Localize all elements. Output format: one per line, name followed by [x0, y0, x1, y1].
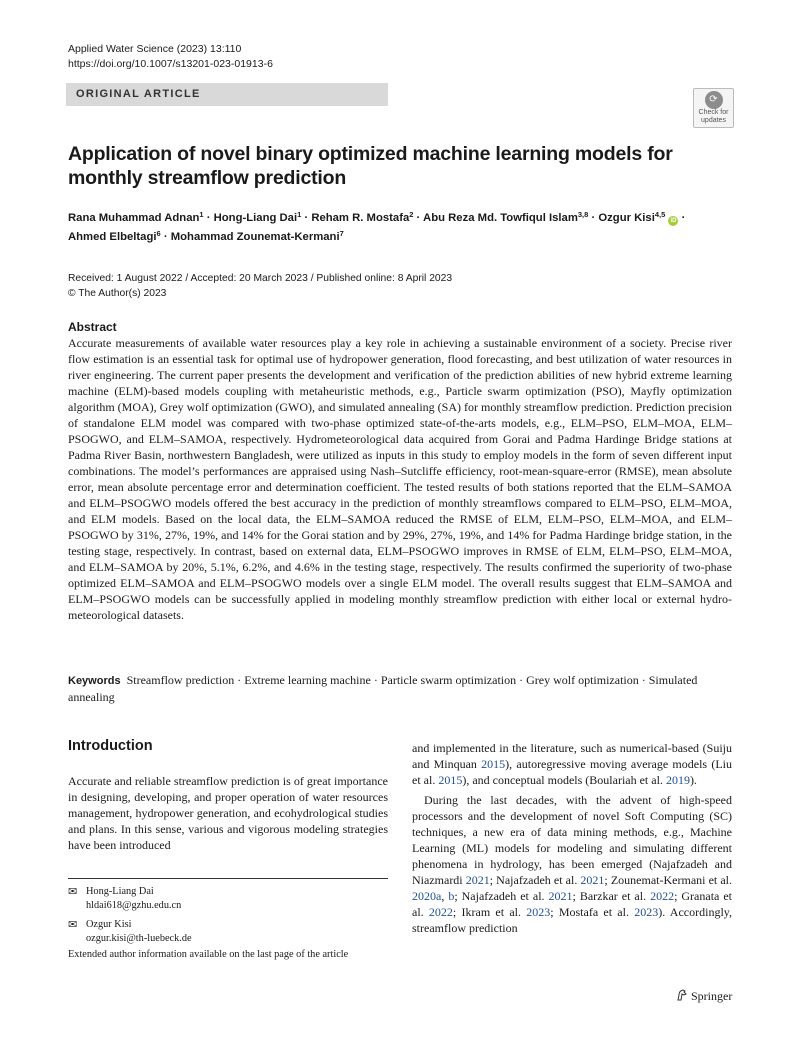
envelope-icon: ✉	[68, 886, 78, 898]
citation-link[interactable]: 2021	[548, 889, 573, 903]
journal-citation: Applied Water Science (2023) 13:110	[68, 43, 242, 55]
introduction-heading: Introduction	[68, 738, 153, 754]
citation-link[interactable]: 2015	[438, 773, 463, 787]
intro-paragraph-left: Accurate and reliable streamflow prediction is of great importance in designing, developing, and proper operation of water resources management, hydropower generation, and ecohydrological studies and plans. In this sense, various and vigorous modeling strategies have been introduced	[68, 774, 388, 852]
author[interactable]: Mohammad Zounemat-Kermani$^7$	[170, 229, 344, 243]
abstract-text: Accurate measurements of available water resources play a key role in achieving a sustainable environment of a society. Precise river flow estimation is an essential task for optimal use of hydropower generation, flood forecasting, and best utilization of water resources in river engineering. The current paper presents the development and verification of the prediction abilities of new hybrid extreme learning machine (ELM)-based models coupling with metaheuristic methods, e.g., Particle swarm optimization (PSO), Mayfly optimization algorithm (MOA), Grey wolf optimization (GWO), and simulated annealing (SA) for monthly streamflow prediction. Prediction precision of standalone ELM model was compared with two-phase optimized state-of-the-arts models, e.g., ELM–PSO, ELM–MOA, ELM–PSOGWO, and ELM–SAMOA, respectively. Hydrometeorological data acquired from Gorai and Padma Hardinge Bridge stations at Padma River Basin, northwestern Bangladesh, were utilized as inputs in this study to employ models in the form of seven different input combinations. The model’s performances are appraised using Nash–Sutcliffe efficiency, root-mean-square-error (RMSE), mean absolute error, mean absolute percentage error and determination coefficient. The tested results of both stations reported that the ELM–SAMOA and ELM–PSOGWO models offered the best accuracy in the prediction of monthly streamflows compared to ELM–PSO, ELM–MOA, and ELM models. Based on the local data, the ELM–SAMOA reduced the RMSE of ELM, ELM–PSO, ELM–MOA, and ELM–PSOGWO by 31%, 27%, 19%, and 14% for the Gorai station and by 29%, 27%, 19%, and 14% for Padma Hardinge bridge station, in the testing stage, respectively. In contrast, based on external data, ELM–PSOGWO improves in RMSE of ELM, ELM–PSO, ELM–MOA, and ELM–SAMOA by 20%, 5.1%, 6.2%, and 4.6% in the testing stage, respectively. The results confirmed the superiority of two-phase optimized ELM–SAMOA and ELM–PSOGWO models over a single ELM model. The overall results suggest that ELM–SAMOA and ELM–PSOGWO models can be successfully applied in modeling monthly streamflow prediction with either local or external hydro-meteorological datasets.	[68, 336, 732, 622]
footnote-divider	[68, 878, 388, 879]
paper-title: Application of novel binary optimized machine learning models for monthly streamflow prediction	[68, 143, 673, 189]
check-for-updates-badge[interactable]: ⟳ Check for updates	[693, 88, 734, 128]
intro-paragraph: and implemented in the literature, such as numerical-based (Suiju and Minquan 2015), autoregressive moving average models (Liu et al. 2015), and conceptual models (Boulariah et al. 2019).	[412, 741, 732, 787]
corresponding-email[interactable]: hldai618@gzhu.edu.cn	[86, 900, 182, 911]
author[interactable]: Rana Muhammad Adnan$^1$	[68, 210, 204, 224]
keywords-label: Keywords	[68, 675, 121, 687]
citation-link[interactable]: 2022	[428, 905, 453, 919]
intro-right-column	[412, 740, 732, 936]
extended-author-info: Extended author information available on the last page of the article	[68, 949, 349, 960]
copyright-notice: © The Author(s) 2023	[68, 288, 167, 299]
publisher-logo	[676, 989, 732, 1004]
publication-dates	[68, 271, 452, 301]
springer-horse-icon	[676, 989, 688, 1001]
abstract-heading: Abstract	[68, 320, 117, 334]
citation-link[interactable]: 2023	[634, 905, 659, 919]
keywords-list: Streamflow prediction · Extreme learning machine · Particle swarm optimization · Grey wolf optimization · Simulated annealing	[68, 673, 698, 704]
history-dates: Received: 1 August 2022 / Accepted: 20 March 2023 / Published online: 8 April 2023	[68, 273, 453, 284]
author[interactable]: Abu Reza Md. Towfiqul Islam$^{3,8}$	[423, 210, 589, 224]
citation-link[interactable]: b	[448, 889, 455, 903]
corresponding-author	[68, 885, 181, 913]
citation-link[interactable]: 2020a	[412, 889, 442, 903]
corresponding-author	[68, 918, 192, 946]
author[interactable]: Hong-Liang Dai$^1$	[213, 210, 302, 224]
article-type-label: ORIGINAL ARTICLE	[76, 88, 201, 100]
corresponding-name: Ozgur Kisi	[86, 919, 132, 930]
citation-link[interactable]: 2021	[580, 873, 605, 887]
publisher-name: Springer	[691, 989, 733, 1003]
author-list: Rana Muhammad Adnan$^1$ · Hong-Liang Dai$^1$ · Reham R. Mostafa$^2$ · Abu Reza Md. Towfiqul Islam$^{3,8}$ · Ozgur Kisi$^{4,5}$ iD · Ahmed Elbeltagi$^6$ · Mohammad Zounemat-Kermani$^7$	[68, 210, 686, 243]
citation-link[interactable]: 2023	[526, 905, 551, 919]
citation-link[interactable]: 2022	[650, 889, 675, 903]
author[interactable]: Reham R. Mostafa$^2$	[311, 210, 414, 224]
check-for-updates-icon: ⟳	[705, 91, 723, 109]
citation-link[interactable]: 2015	[481, 757, 506, 771]
envelope-icon: ✉	[68, 919, 78, 931]
author[interactable]: Ahmed Elbeltagi$^6$	[68, 229, 161, 243]
citation-link[interactable]: 2021	[465, 873, 490, 887]
corresponding-email[interactable]: ozgur.kisi@th-luebeck.de	[86, 933, 192, 944]
intro-paragraph: During the last decades, with the advent of high-speed processors and the development of novel Soft Computing (SC) techniques, a new era of data mining methods, e.g., Machine Learning (ML) models for modeling and simulating different phenomena in hydrology, has been emerged (Najafzadeh and Niazmardi 2021; Najafzadeh et al. 2021; Zounemat-Kermani et al. 2020a, b; Najafzadeh et al. 2021; Barzkar et al. 2022; Granata et al. 2022; Ikram et al. 2023; Mostafa et al. 2023). Accordingly, streamflow prediction	[412, 793, 733, 935]
article-type-band	[66, 83, 388, 106]
orcid-icon[interactable]: iD	[670, 218, 677, 224]
keywords-block	[68, 672, 732, 705]
author[interactable]: Ozgur Kisi$^{4,5}$	[598, 210, 666, 224]
doi-link[interactable]: https://doi.org/10.1007/s13201-023-01913-6	[68, 58, 273, 70]
citation-link[interactable]: 2019	[665, 773, 690, 787]
corresponding-name: Hong-Liang Dai	[86, 886, 154, 897]
journal-header	[68, 42, 273, 72]
